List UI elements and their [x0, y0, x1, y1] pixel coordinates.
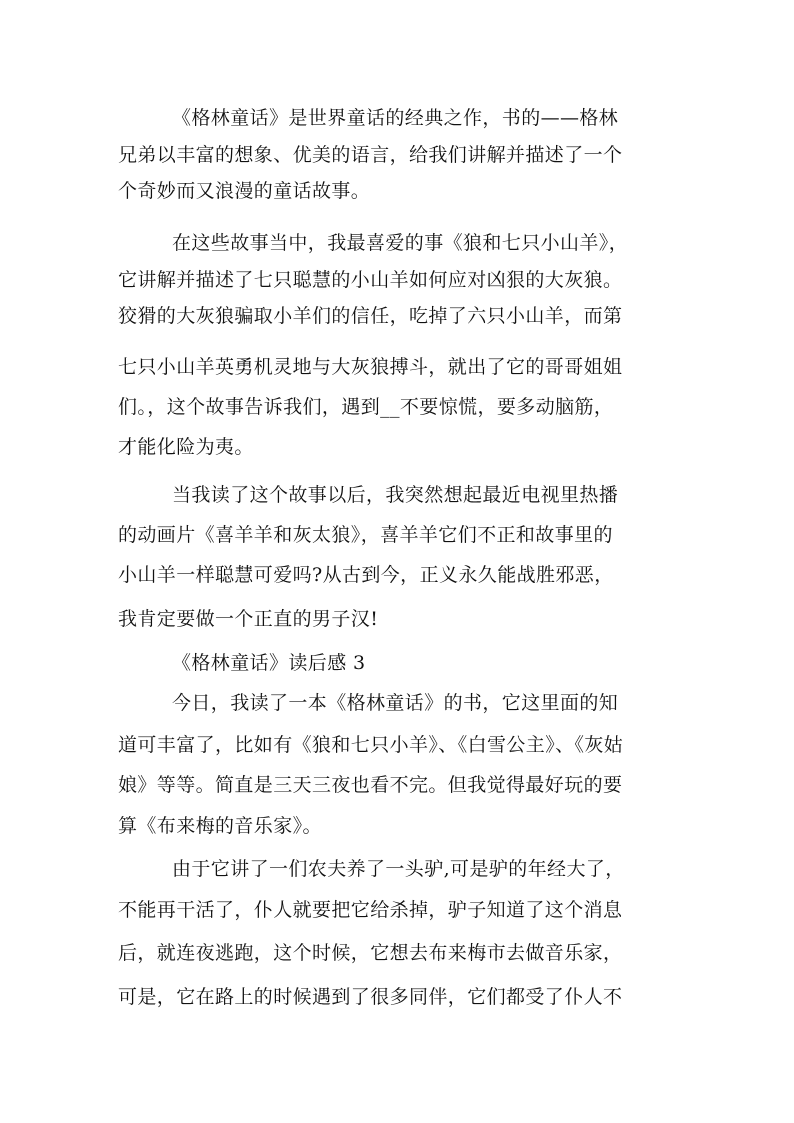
paragraph-line: 当我读了这个故事以后，我突然想起最近电视里热播 — [172, 484, 619, 506]
paragraph-line: 狡猾的大灰狼骗取小羊们的信任，吃掉了六只小山羊，而第 — [118, 305, 623, 327]
paragraph-line: 七只小山羊英勇机灵地与大灰狼搏斗，就出了它的哥哥姐姐 — [118, 356, 623, 378]
paragraph-line: 今日，我读了一本《格林童话》的书，它这里面的知 — [172, 692, 619, 714]
paragraph-line: 个奇妙而又浪漫的童话故事。 — [118, 180, 371, 202]
paragraph-line: 《格林童话》是世界童话的经典之作，书的——格林 — [172, 107, 619, 129]
paragraph-line: 后，就连夜逃跑，这个时候，它想去布来梅市去做音乐家， — [118, 942, 623, 964]
paragraph-line: 算《布来梅的音乐家》。 — [118, 815, 322, 837]
paragraph-line: 由于它讲了一们农夫养了一头驴,可是驴的年经大了， — [172, 858, 625, 880]
paragraph-line: 娘》等等。简直是三天三夜也看不完。但我觉得最好玩的要 — [118, 774, 623, 796]
paragraph-line: 道可丰富了，比如有《狼和七只小羊》、《白雪公主》、《灰姑 — [118, 734, 624, 756]
section-heading: 《格林童话》读后感 3 — [172, 652, 366, 674]
paragraph-line: 才能化险为夷。 — [118, 436, 254, 458]
paragraph-line: 小山羊一样聪慧可爱吗?从古到今，正义永久能战胜邪恶， — [118, 564, 614, 586]
paragraph-line: 它讲解并描述了七只聪慧的小山羊如何应对凶狠的大灰狼。 — [118, 269, 623, 291]
paragraph-line: 的动画片《喜羊羊和灰太狼》，喜羊羊它们不正和故事里的 — [118, 524, 613, 546]
paragraph-line: 我肯定要做一个正直的男子汉! — [118, 608, 379, 630]
paragraph-line: 不能再干活了，仆人就要把它给杀掉，驴子知道了这个消息 — [118, 899, 623, 921]
paragraph-line: 们。，这个故事告诉我们，遇到__不要惊慌，要多动脑筋， — [118, 396, 614, 418]
paragraph-line: 可是，它在路上的时候遇到了很多同伴，它们都受了仆人不 — [118, 986, 623, 1008]
paragraph-line: 在这些故事当中，我最喜爱的事《狼和七只小山羊》， — [172, 232, 629, 254]
paragraph-line: 兄弟以丰富的想象、优美的语言，给我们讲解并描述了一个 — [118, 144, 623, 166]
